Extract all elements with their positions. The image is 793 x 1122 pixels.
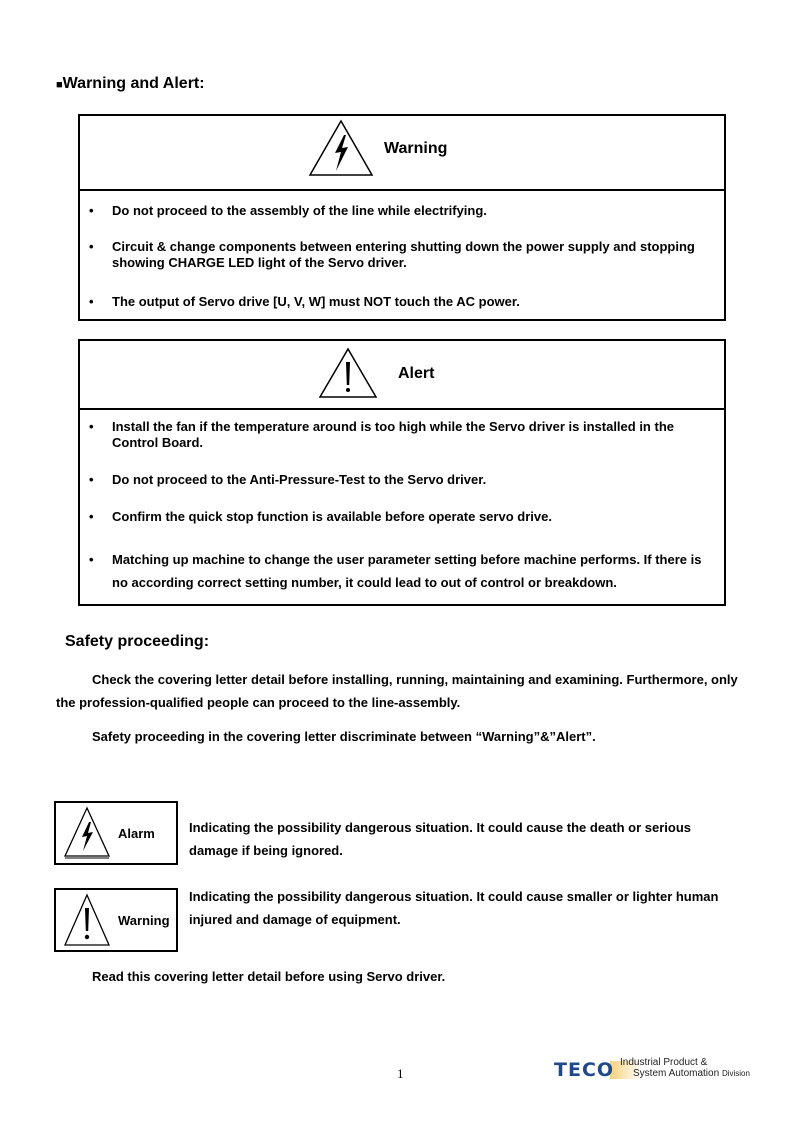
alarm-legend-box — [54, 801, 178, 865]
alarm-legend-description: Indicating the possibility dangerous situation. It could cause the death or serious damage if being ignored. — [189, 820, 692, 858]
safety-paragraph-line: the profession-qualified people can proceed to the line-assembly. — [56, 695, 461, 710]
exclamation-triangle-icon — [318, 347, 378, 399]
warning-legend-box — [54, 888, 178, 952]
alert-box: Alert • Install the fan if the temperature around is too high while the Servo driver is installed in the Control Board. • Do not proceed to the Anti-Pressure-Test to the Servo driver. • Confirm the quick stop function is available before operate servo drive. • Matching up machine to change the user parameter setting before machine performs. If there is no according correct setting number, it could lead to out of control or breakdown. — [78, 339, 726, 606]
exclamation-triangle-icon — [63, 893, 111, 947]
safety-paragraph-line: Check the covering letter detail before installing, running, maintaining and examining. Furthermore, only — [92, 672, 738, 687]
teco-logo — [554, 1057, 754, 1087]
alert-box-title: Alert — [398, 365, 435, 382]
warning-box-title: Warning — [384, 140, 448, 157]
safety-heading: Safety proceeding: — [65, 633, 210, 650]
warning-legend-description: Indicating the possibility dangerous situation. It could cause smaller or lighter human injured and damage of equipment. — [189, 889, 719, 927]
warning-box-header — [80, 116, 724, 191]
page-number: 1 — [397, 1066, 404, 1081]
warning-legend-label: Warning — [118, 913, 170, 928]
teco-brand-text: TECO — [554, 1059, 615, 1081]
high-voltage-triangle-icon — [63, 806, 111, 860]
alarm-legend-label: Alarm — [118, 826, 155, 841]
high-voltage-triangle-icon — [308, 119, 374, 177]
warning-box: Warning • Do not proceed to the assembly of the line while electrifying. • Circuit & change components between entering shutting down the power supply and stopping showing CHARGE LED light of the Servo driver. • The output of Servo drive [U, V, W] must NOT touch the AC power. — [78, 114, 726, 321]
heading-text: Warning and Alert: — [62, 75, 205, 92]
alert-box-header — [80, 341, 724, 410]
section-heading-warning-alert — [56, 75, 205, 93]
square-bullet-icon: ■ — [56, 79, 63, 91]
safety-paragraph-2: Safety proceeding in the covering letter discriminate between “Warning”&”Alert”. — [92, 729, 596, 744]
division-text: Industrial Product & System Automation Division — [620, 1057, 750, 1079]
closing-note: Read this covering letter detail before using Servo driver. — [92, 969, 446, 984]
